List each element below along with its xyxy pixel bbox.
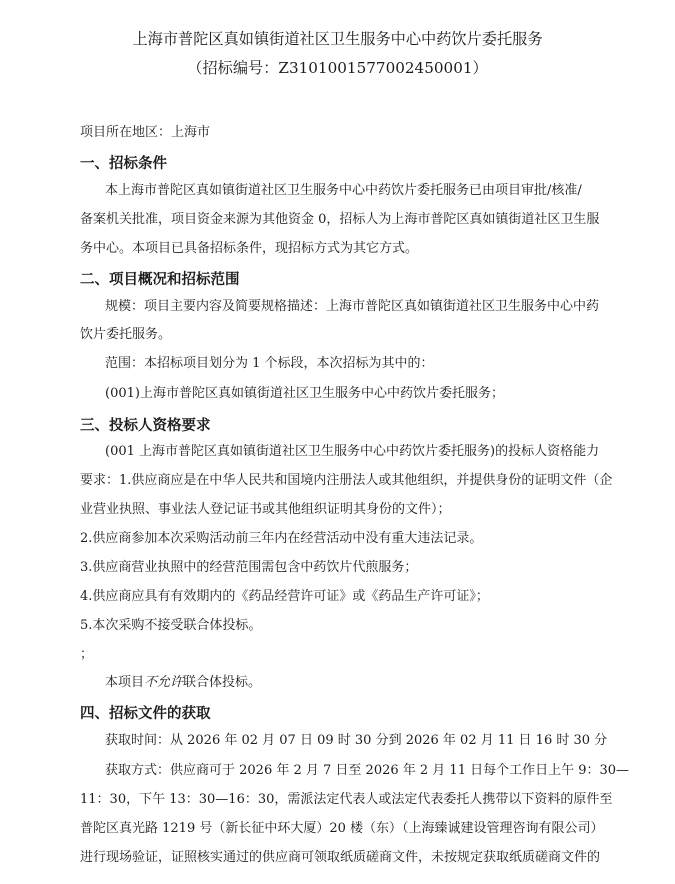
section-heading-1: 一、招标条件 — [80, 156, 167, 172]
paragraph-line: 进行现场验证，证照核实通过的供应商可领取纸质磋商文件，未按规定获取纸质磋商文件的 — [80, 850, 601, 865]
paragraph-line: 业营业执照、事业法人登记证书或其他组织证明其身份的文件）； — [80, 502, 451, 517]
section-heading-3: 三、投标人资格要求 — [80, 418, 211, 434]
paragraph-line: 2.供应商参加本次采购活动前三年内在经营活动中没有重大违法记录。 — [80, 531, 483, 546]
paragraph-line: 11：30，下午 13：30—16：30，需派法定代表人或法定代表委托人携带以下资料的原件至 — [80, 792, 613, 807]
joint-prefix: 本项目 — [105, 675, 145, 690]
paragraph-line: 范围：本招标项目划分为 1 个标段，本次招标为其中的： — [105, 356, 434, 371]
paragraph-line: 获取时间：从 2026 年 02 月 07 日 09 时 30 分到 2026 年 02 月 11 日 16 时 30 分 — [105, 733, 608, 748]
paragraph-line: 4.供应商应具有有效期内的《药品经营许可证》或《药品生产许可证》； — [80, 589, 489, 604]
joint-suffix: 联合体投标。 — [183, 675, 262, 690]
tender-number: （招标编号：Z310100157700245000​1） — [187, 59, 488, 77]
paragraph-line: 3.供应商营业执照中的经营范围需包含中药饮片代煎服务； — [80, 560, 418, 575]
document-title: 上海市普陀区真如镇街道社区卫生服务中心中药饮片委托服务 — [132, 30, 543, 48]
paragraph-line: 要求：1.供应商应是在中华人民共和国境内注册法人或其他组织，并提供身份的证明文件（企 — [80, 473, 613, 488]
paragraph-line: ； — [80, 647, 94, 662]
paragraph-line: 普陀区真光路 1219 号（新长征中环大厦）20 楼（东）（上海臻诚建设管理咨询有限公司） — [80, 821, 604, 836]
joint-bidding-note — [105, 674, 261, 692]
paragraph-line: 规模：项目主要内容及简要规格描述：上海市普陀区真如镇街道社区卫生服务中心中药 — [105, 299, 600, 314]
project-location: 项目所在地区：上海市 — [80, 125, 211, 140]
paragraph-line: 本上海市普陀区真如镇街道社区卫生服务中心中药饮片委托服务已由项目审批/核准/ — [105, 183, 582, 198]
paragraph-line: 5.本次采购不接受联合体投标。 — [80, 618, 262, 633]
paragraph-line: (001 上海市普陀区真如镇街道社区卫生服务中心中药饮片委托服务)的投标人资格能力 — [105, 444, 600, 459]
paragraph-line: 务中心。本项目已具备招标条件，现招标方式为其它方式。 — [80, 241, 419, 256]
paragraph-line: 饮片委托服务。 — [80, 327, 172, 342]
section-heading-4: 四、招标文件的获取 — [80, 706, 211, 722]
paragraph-line: (001)上海市普陀区真如镇街道社区卫生服务中心中药饮片委托服务； — [105, 386, 504, 401]
section-heading-2: 二、项目概况和招标范围 — [80, 272, 240, 288]
paragraph-line: 备案机关批准，项目资金来源为其他资金 0，招标人为上海市普陀区真如镇街道社区卫生服 — [80, 212, 600, 227]
joint-emphasis: 不允许 — [144, 675, 184, 690]
paragraph-line: 获取方式：供应商可于 2026 年 2 月 7 日至 2026 年 2 月 11 日每个工作日上午 9：30— — [105, 763, 630, 778]
